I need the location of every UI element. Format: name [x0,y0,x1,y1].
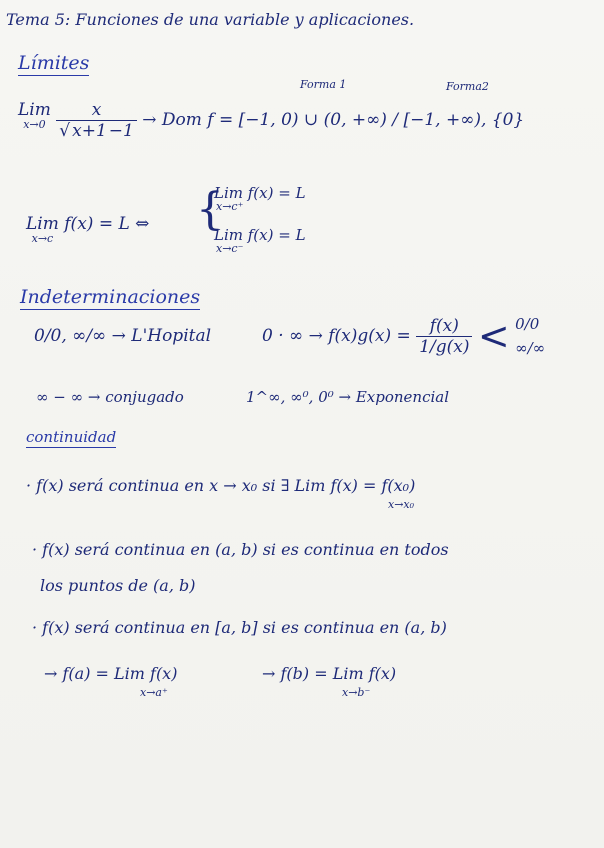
section-continuidad-heading: continuidad [26,428,117,446]
continuity-open-interval-rule-cont: los puntos de (a, b) [40,576,196,595]
left-endpoint-condition: → f(a) = Lim f(x) x→a⁺ [44,664,178,699]
left-limit: Lim f(x) = L x→c⁻ [214,226,306,255]
exponential-rule: 1^∞, ∞⁰, 0⁰ → Exponencial [246,388,450,406]
limit-example-1 [18,100,524,141]
zero-times-infinity-rule: 0 · ∞ → f(x)g(x) = $\frac{f(x)}{1/g(x)}$ < 0/0 ∞/∞ [262,314,546,358]
section-indeterminaciones-heading: Indeterminaciones [20,286,201,308]
brace-symbol: { [196,184,224,235]
continuity-closed-interval-rule: · f(x) será continua en [a, b] si es continua en (a, b) [32,618,447,637]
lim-operator: Lim x→0 [18,100,51,131]
continuity-open-interval-rule: · f(x) será continua en (a, b) si es continua en todos [32,540,449,559]
conjugate-rule: ∞ − ∞ → conjugado [36,388,184,406]
limit-definition: Lim x→c f(x) = L ⇔ [26,214,150,245]
limit-fraction: $\frac{x}{√ x+1 -1}$ [56,100,137,141]
right-endpoint-condition: → f(b) = Lim f(x) x→b⁻ [262,664,397,699]
forma2-label: Forma2 [446,80,489,93]
lim-operator-c: Lim x→c [26,214,59,245]
continuity-point-rule: · f(x) será continua en x → x₀ si ∃ Lim f(x) = f(x₀) x→x₀ [26,476,416,511]
hopital-rule: 0/0, ∞/∞ → L'Hopital [34,326,212,346]
page-title: Tema 5: Funciones de una variable y aplicaciones. [6,10,415,29]
section-limites-heading: Límites [18,52,90,74]
right-limit: Lim f(x) = L x→c⁺ [214,184,306,213]
forma1-label: Forma 1 [300,78,347,91]
domain-expression: → Dom f = [−1, 0) ∪ (0, +∞) / [−1, +∞), {0} [142,110,525,130]
